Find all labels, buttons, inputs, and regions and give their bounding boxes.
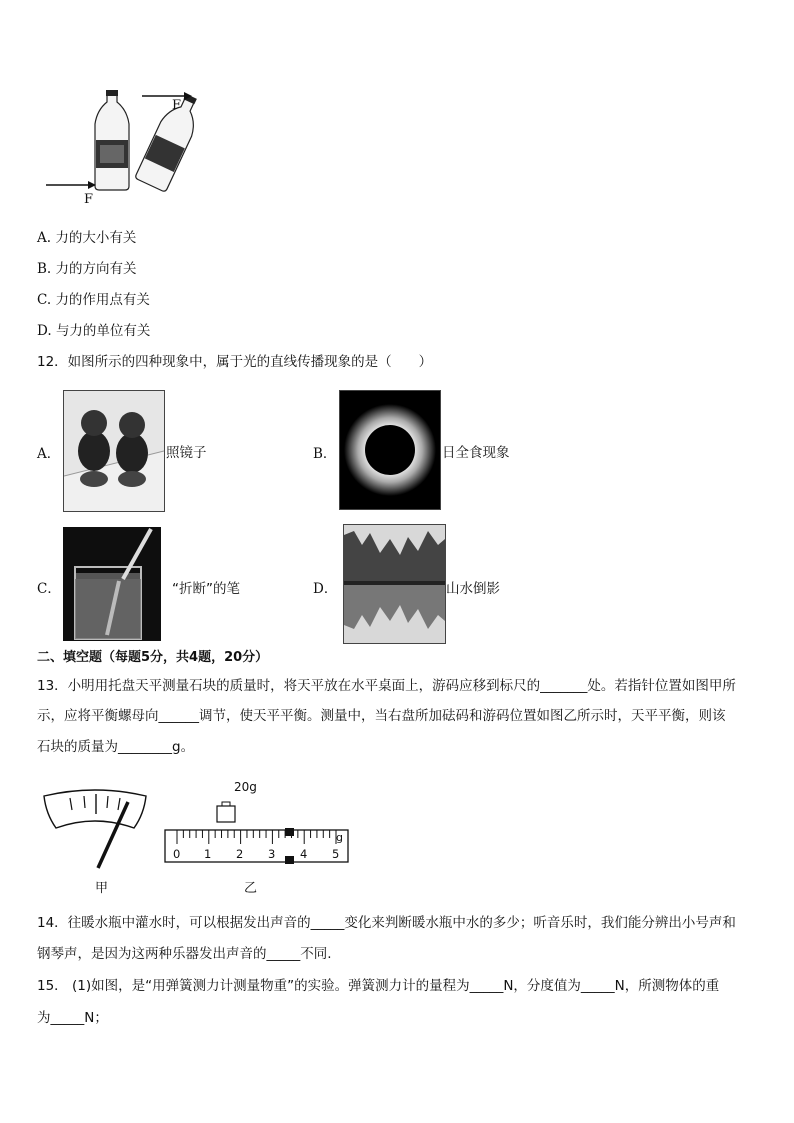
q11-option-a: A. 力的大小有关	[37, 230, 137, 246]
q14-line-2: 钢琴声，是因为这两种乐器发出声音的_____不同.	[37, 946, 332, 962]
scale-tick-2: 2	[236, 847, 244, 861]
mirror-photo	[63, 390, 165, 512]
q13-line-1: 13．小明用托盘天平测量石块的质量时，将天平放在水平桌面上，游码应移到标尺的_______处。若指针位置如图甲所	[37, 678, 736, 694]
scale-tick-3: 3	[268, 847, 276, 861]
q12-option-b-letter: B．	[313, 446, 337, 462]
balance-pointer-figure	[40, 784, 150, 894]
q15-line-2: 为_____N；	[37, 1010, 108, 1026]
q12-option-c-caption: “折断”的笔	[172, 581, 240, 597]
force-label-top: F	[172, 98, 182, 113]
q11-option-b: B. 力的方向有关	[37, 261, 137, 277]
q13-line-3: 石块的质量为________g。	[37, 739, 195, 755]
q12-option-a-letter: A．	[37, 446, 61, 462]
q14-line-1: 14．往暖水瓶中灌水时，可以根据发出声音的_____变化来判断暖水瓶中水的多少；听音乐时，我们能分辨出小号声和	[37, 915, 736, 931]
q12-option-d-caption: 山水倒影	[446, 581, 500, 597]
scale-tick-1: 1	[204, 847, 212, 861]
q12-option-d-letter: D．	[313, 581, 338, 597]
rider-scale-figure	[160, 778, 360, 896]
q11-option-c: C. 力的作用点有关	[37, 292, 150, 308]
scale-tick-4: 4	[300, 847, 308, 861]
eclipse-photo	[339, 390, 441, 510]
q12-option-b-caption: 日全食现象	[442, 445, 510, 461]
q12-option-c-letter: C．	[37, 581, 61, 597]
q11-option-d: D. 与力的单位有关	[37, 323, 151, 339]
reflection-photo	[343, 524, 446, 644]
q12-stem: 12．如图所示的四种现象中，属于光的直线传播现象的是（ ）	[37, 354, 433, 370]
q12-option-a-caption: 照镜子	[166, 445, 207, 461]
weight-label: 20g	[234, 780, 257, 794]
bottles-figure	[40, 88, 220, 213]
scale-drawing	[160, 778, 360, 896]
bottles-drawing	[40, 88, 220, 213]
bent-pen-photo	[63, 527, 161, 641]
scale-tick-5: 5	[332, 847, 340, 861]
fig-yi-label: 乙	[244, 881, 258, 896]
scale-unit: g	[336, 831, 343, 844]
section-title: 二、填空题（每题5分，共4题，20分）	[37, 650, 269, 665]
q13-line-2: 示，应将平衡螺母向______调节，使天平平衡。测量中，当右盘所加砝码和游码位置如图乙所示时，天平平衡，则该	[37, 708, 726, 724]
force-label-bottom: F	[84, 192, 94, 207]
scale-tick-0: 0	[173, 847, 181, 861]
q15-line-1: 15． (1)如图，是“用弹簧测力计测量物重”的实验。弹簧测力计的量程为_____N，分度值为_____N，所测物体的重	[37, 978, 720, 994]
fig-jia-label: 甲	[95, 881, 109, 896]
